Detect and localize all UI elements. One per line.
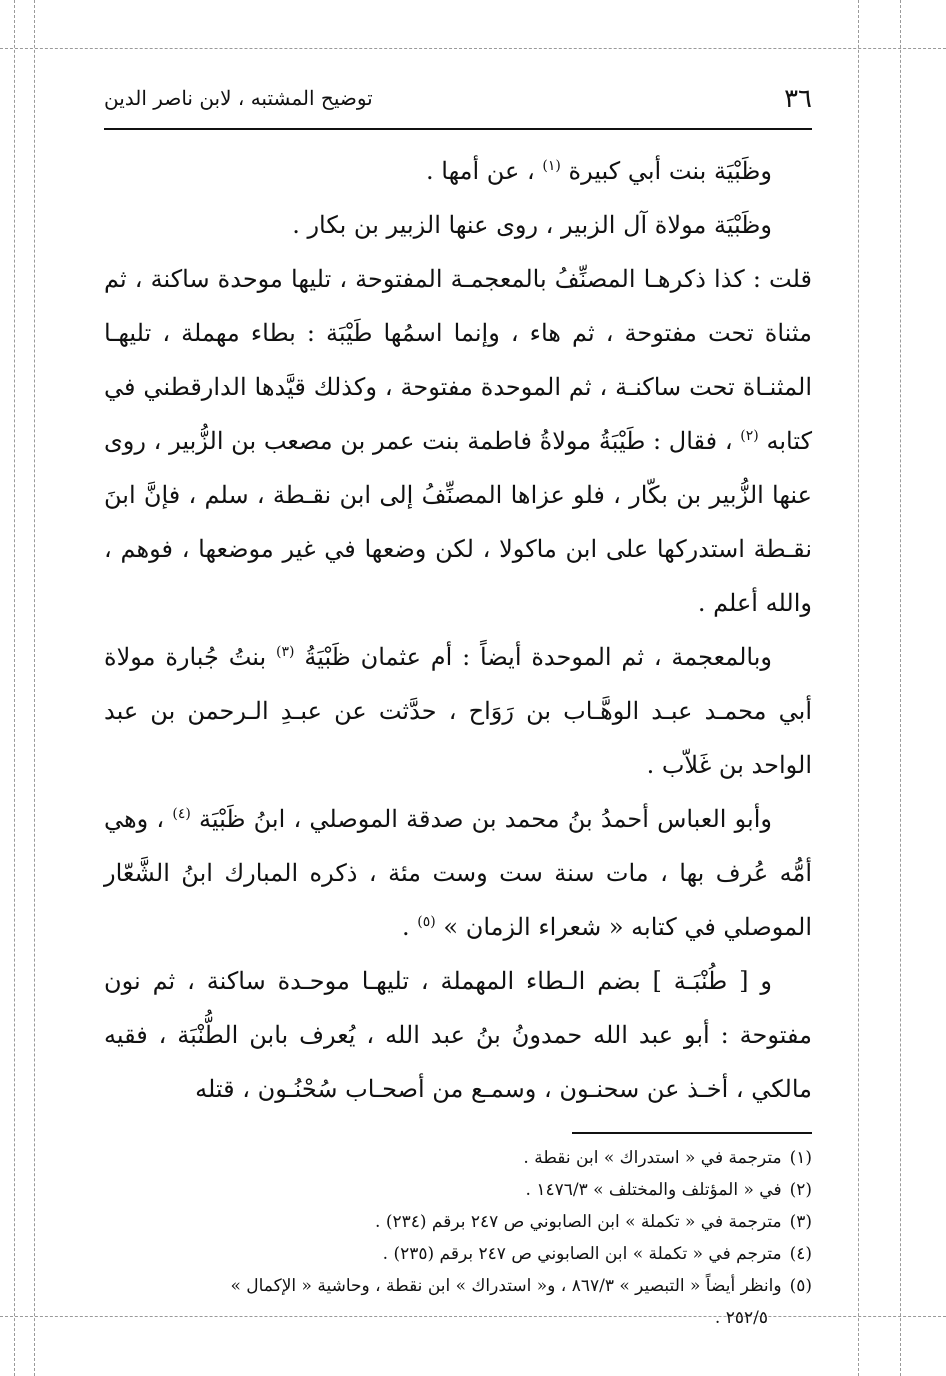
footnote-rule [572,1132,812,1134]
footnote-text: وانظر أيضاً « التبصير » ٨٦٧/٣ ، و« استدراك » ابن نقطة ، وحاشية « الإكمال » [230,1276,782,1296]
footnote-ref-4: (٤) [172,806,191,822]
footnote-ref-3: (٣) [276,644,295,660]
scan-guide-top [0,48,946,49]
paragraph-3-text-a: قلت : كذا ذكرهـا المصنِّفُ بالمعجمـة المفتوحة ، تليها موحدة ساكنة ، ثم مثناة تحت مفتوحة ، ثم هاء ، وإنما اسمُها طَيْبَة : بطاء مهملة ، تليهـا المثنـاة تحت ساكنـة ، ثم الموحدة مفتوحة ، وكذلك قيَّدها الدارقطني في كتابه [104,265,812,455]
paragraph-5 [104,792,812,954]
paragraph-4-text-a: وبالمعجمة ، ثم الموحدة أيضاً : أم عثمان ظَبْيَةُ [304,643,773,671]
footnotes [104,1142,812,1334]
scan-guide-left-2 [34,0,35,1376]
footnote-3 [104,1206,812,1238]
footnote-number: (٥) [789,1276,812,1296]
footnote-ref-5: (٥) [417,914,436,930]
footnote-text: مترجمة في « استدراك » ابن نقطة . [523,1148,782,1168]
footnote-number: (١) [789,1148,812,1168]
footnote-ref-2: (٢) [740,428,759,444]
paragraph-5-text-a: وأبو العباس أحمدُ بنُ محمد بن صدقة الموصلي ، ابنُ ظَبْيَة [199,805,772,833]
footnote-4 [104,1238,812,1270]
paragraph-1-text: وظَبْيَة بنت أبي كبيرة [568,157,772,185]
paragraph-1-end: ، عن أمها . [426,157,535,185]
footnote-ref-1: (١) [542,158,561,174]
footnote-2 [104,1174,812,1206]
footnote-text: مترجم في « تكملة » ابن الصابوني ص ٢٤٧ برقم (٢٣٥) . [382,1244,782,1264]
scan-guide-right-2 [900,0,901,1376]
header-rule [104,128,812,130]
running-title: توضيح المشتبه ، لابن ناصر الدين [104,86,373,110]
footnote-1 [104,1142,812,1174]
paragraph-4 [104,630,812,792]
page-number: ٣٦ [784,84,812,114]
footnote-5 [104,1270,812,1302]
paragraph-1 [104,144,812,198]
paragraph-3 [104,252,812,630]
paragraph-5-text-c: . [401,913,410,941]
main-text [104,144,812,1116]
scan-guide-left [14,0,15,1376]
paragraph-4-text-b: بنتُ جُبارة مولاة أبي محمـد عبـد الوهَّـاب بن رَوَاح ، حدَّثت عن عبـدِ الـرحمن بن عبد الواحد بن غَلاّب . [104,643,812,779]
footnote-number: (٤) [789,1244,812,1264]
footnote-number: (٣) [789,1212,812,1232]
book-page [104,78,812,1334]
paragraph-2: وظَبْيَة مولاة آل الزبير ، روى عنها الزبير بن بكار . [292,211,772,239]
page-header [104,78,812,122]
footnote-text: في « المؤتلف والمختلف » ١٤٧٦/٣ . [525,1180,782,1200]
paragraph-5-text-b: ، وهي أمُّه عُرف بها ، مات سنة ست وست مئة ، ذكره المبارك ابنُ الشَّعّار الموصلي في كتابه « شعراء الزمان » [104,805,812,941]
footnote-5-continuation: ٢٥٢/٥ . [714,1308,768,1328]
footnote-text: مترجمة في « تكملة » ابن الصابوني ص ٢٤٧ برقم (٢٣٤) . [375,1212,782,1232]
paragraph-3-text-b: ، فقال : طَيْبَةُ مولاةُ فاطمة بنت عمر بن مصعب بن الزُّبير ، روى عنها الزُّبير بن بكّار ، فلو عزاها المصنِّفُ إلى ابن نقـطة ، سلم ، فإنَّ ابنَ نقـطة استدركها على ابن ماكولا ، لكن وضعها في غير موضعها ، فوهم ، والله أعلم . [104,427,812,617]
scan-guide-right [858,0,859,1376]
paragraph-6: و [ طُنْبَـة ] بضم الـطاء المهملة ، تليهـا موحـدة ساكنة ، ثم نون مفتوحة : أبو عبد الله حمدونُ بنُ عبد الله ، يُعرف بابن الطُّنْبَة ، فقيه مالكي ، أخـذ عن سحنـون ، وسمـع من أصحـاب سُحْنُـون ، قتله [104,967,812,1103]
footnote-number: (٢) [789,1180,812,1200]
